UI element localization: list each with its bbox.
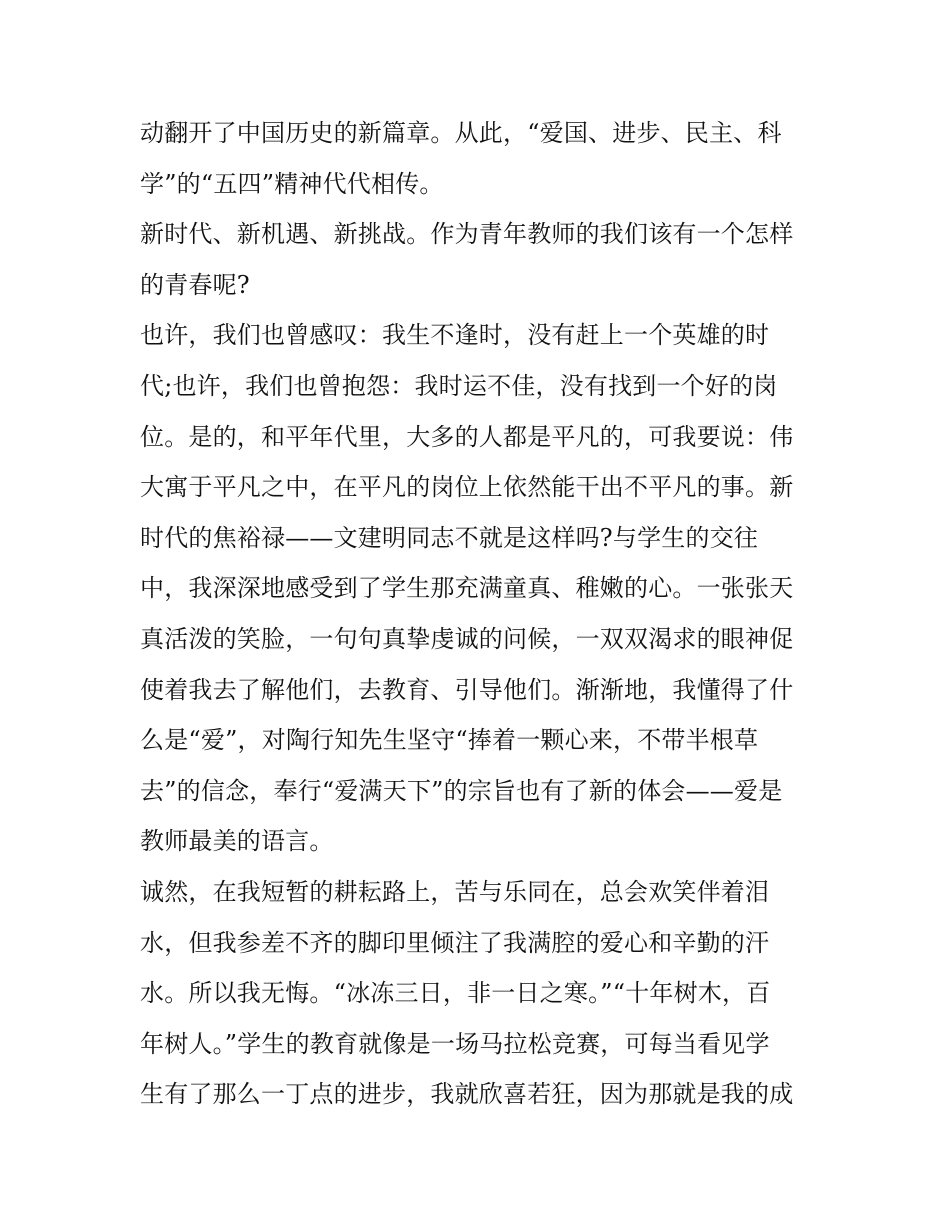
text-line: 诚然，在我短暂的耕耘路上，苦与乐同在，总会欢笑伴着泪 xyxy=(140,877,770,906)
text-line: 年树人。”学生的教育就像是一场马拉松竞赛，可每当看见学 xyxy=(140,1029,770,1058)
text-line: 代;也许，我们也曾抱怨：我时运不佳，没有找到一个好的岗 xyxy=(140,371,778,400)
text-line: 大寓于平凡之中，在平凡的岗位上依然能干出不平凡的事。新 xyxy=(140,473,794,502)
text-line: 新时代、新机遇、新挑战。作为青年教师的我们该有一个怎样 xyxy=(140,220,794,249)
text-line: 动翻开了中国历史的新篇章。从此，“爱国、进步、民主、科 xyxy=(140,119,782,147)
text-line: 中，我深深地感受到了学生那充满童真、稚嫩的心。一张张天 xyxy=(140,574,794,603)
text-line: 位。是的，和平年代里，大多的人都是平凡的，可我要说：伟 xyxy=(140,422,794,451)
text-line: 水，但我参差不齐的脚印里倾注了我满腔的爱心和辛勤的汗 xyxy=(140,928,770,957)
text-line: 生有了那么一丁点的进步，我就欣喜若狂，因为那就是我的成 xyxy=(140,1080,794,1109)
text-line: 教师最美的语言。 xyxy=(140,827,334,856)
text-line: 学”的“五四”精神代代相传。 xyxy=(140,169,444,198)
text-line: 么是“爱”，对陶行知先生坚守“捧着一颗心来，不带半根草 xyxy=(140,726,759,755)
text-line: 使着我去了解他们，去教育、引导他们。渐渐地，我懂得了什 xyxy=(140,675,794,704)
text-line: 也许，我们也曾感叹：我生不逢时，没有赶上一个英雄的时 xyxy=(140,321,770,350)
text-line: 去”的信念，奉行“爱满天下”的宗旨也有了新的体会——爱是 xyxy=(140,776,783,805)
text-line: 真活泼的笑脸，一句句真挚虔诚的问候，一双双渴求的眼神促 xyxy=(140,624,794,653)
text-line: 水。所以我无悔。“冰冻三日，非一日之寒。”“十年树木，百 xyxy=(140,979,771,1008)
document-body xyxy=(140,108,820,1120)
text-line: 时代的焦裕禄——文建明同志不就是这样吗?与学生的交往 xyxy=(140,523,759,552)
text-line: 的青春呢? xyxy=(140,270,250,299)
